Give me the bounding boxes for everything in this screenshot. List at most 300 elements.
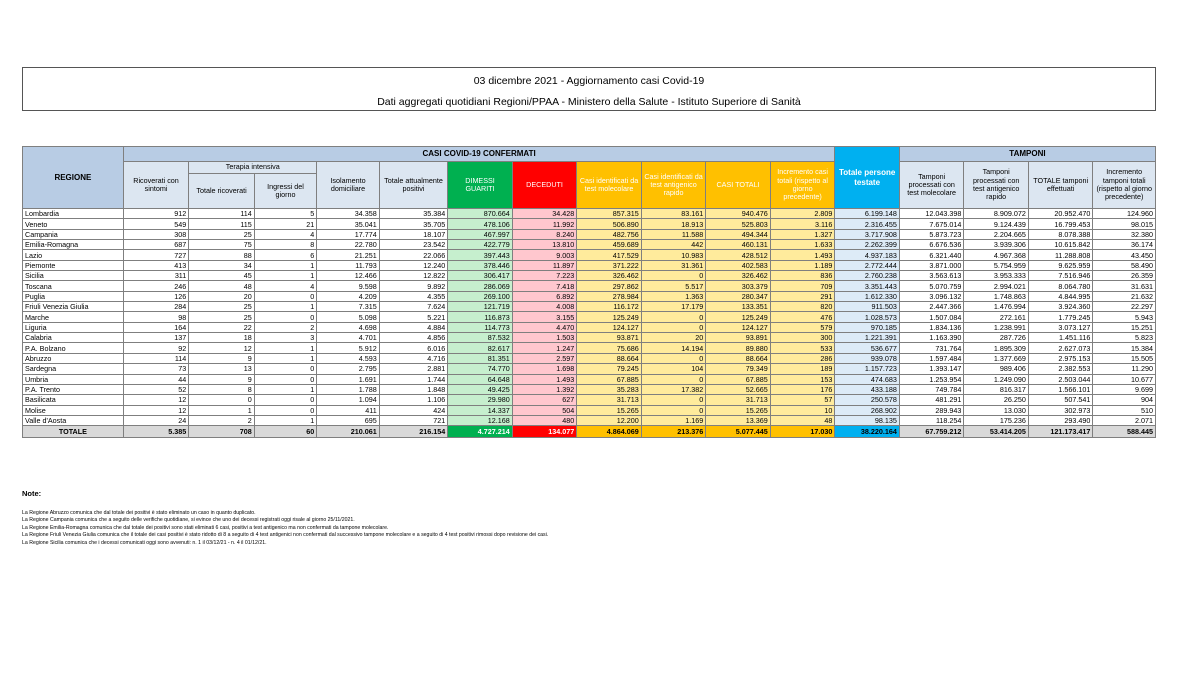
- header-group-casi: CASI COVID-19 CONFERMATI: [123, 147, 835, 162]
- header-positivi: Totale attualmente positivi: [379, 162, 448, 209]
- cell-ti-ingressi: 4: [254, 229, 316, 239]
- cell-tamp-antigenico: 287.726: [964, 333, 1029, 343]
- cell-dimessi: 14.337: [448, 405, 513, 415]
- cell-persone-testate: 3.351.443: [835, 281, 900, 291]
- cell-tamp-totale: 3.924.360: [1028, 302, 1093, 312]
- cell-tamp-antigenico: 1.238.991: [964, 322, 1029, 332]
- cell-casi-totali: 280.347: [706, 291, 771, 301]
- cell-tamp-molecolare: 118.254: [899, 415, 964, 425]
- table-row: [23, 384, 1156, 394]
- cell-tamp-molecolare: 289.943: [899, 405, 964, 415]
- cell-regione: Emilia-Romagna: [23, 240, 124, 250]
- cell-incremento-casi: 476: [770, 312, 835, 322]
- cell-persone-testate: 3.717.908: [835, 229, 900, 239]
- total-antigenico: 213.376: [641, 426, 706, 438]
- cell-ti-ingressi: 0: [254, 291, 316, 301]
- cell-persone-testate: 474.683: [835, 374, 900, 384]
- cell-ti-ingressi: 5: [254, 209, 316, 219]
- cell-ti-totale: 9: [189, 374, 255, 384]
- cell-isolamento: 2.795: [317, 364, 379, 374]
- notes-section: [22, 489, 548, 548]
- cell-tamp-incremento: 904: [1093, 395, 1156, 405]
- cell-ti-ingressi: 0: [254, 405, 316, 415]
- cell-isolamento: 12.466: [317, 271, 379, 281]
- cell-molecolare: 35.283: [577, 384, 642, 394]
- cell-antigenico: 0: [641, 271, 706, 281]
- cell-ti-ingressi: 2: [254, 322, 316, 332]
- cell-persone-testate: 2.760.238: [835, 271, 900, 281]
- cell-casi-totali: 15.265: [706, 405, 771, 415]
- header-group-tamponi: TAMPONI: [899, 147, 1155, 162]
- cell-casi-totali: 89.880: [706, 343, 771, 353]
- cell-tamp-incremento: 15.384: [1093, 343, 1156, 353]
- table-row: [23, 219, 1156, 229]
- cell-ti-ingressi: 1: [254, 302, 316, 312]
- report-title: 03 dicembre 2021 - Aggiornamento casi Covid-19: [473, 75, 705, 87]
- cell-regione: Molise: [23, 405, 124, 415]
- cell-isolamento: 1.788: [317, 384, 379, 394]
- cell-antigenico: 1.169: [641, 415, 706, 425]
- table-row: [23, 343, 1156, 353]
- cell-tamp-totale: 11.288.808: [1028, 250, 1093, 260]
- cell-deceduti: 8.240: [512, 229, 577, 239]
- cell-casi-totali: 460.131: [706, 240, 771, 250]
- cell-tamp-antigenico: 5.754.959: [964, 260, 1029, 270]
- notes-lines: [22, 510, 548, 548]
- cell-dimessi: 12.168: [448, 415, 513, 425]
- cell-ricoverati: 52: [123, 384, 189, 394]
- cell-regione: Marche: [23, 312, 124, 322]
- cell-tamp-molecolare: 1.834.136: [899, 322, 964, 332]
- cell-incremento-casi: 189: [770, 364, 835, 374]
- cell-positivi: 5.221: [379, 312, 448, 322]
- cell-positivi: 22.066: [379, 250, 448, 260]
- cell-antigenico: 31.361: [641, 260, 706, 270]
- cell-incremento-casi: 836: [770, 271, 835, 281]
- cell-ti-totale: 18: [189, 333, 255, 343]
- cell-ti-totale: 114: [189, 209, 255, 219]
- cell-isolamento: 34.358: [317, 209, 379, 219]
- cell-deceduti: 7.223: [512, 271, 577, 281]
- cell-ti-totale: 9: [189, 353, 255, 363]
- cell-positivi: 9.892: [379, 281, 448, 291]
- cell-positivi: 12.822: [379, 271, 448, 281]
- cell-ricoverati: 114: [123, 353, 189, 363]
- cell-isolamento: 22.780: [317, 240, 379, 250]
- cell-tamp-molecolare: 5.873.723: [899, 229, 964, 239]
- cell-antigenico: 104: [641, 364, 706, 374]
- cell-positivi: 424: [379, 405, 448, 415]
- cell-ti-ingressi: 4: [254, 281, 316, 291]
- header-antigenico: Casi identificati da test antigenico rapido: [641, 162, 706, 209]
- covid-data-table: [22, 146, 1156, 438]
- table-row: [23, 353, 1156, 363]
- cell-persone-testate: 98.135: [835, 415, 900, 425]
- cell-positivi: 1.848: [379, 384, 448, 394]
- cell-antigenico: 10.983: [641, 250, 706, 260]
- cell-tamp-totale: 3.073.127: [1028, 322, 1093, 332]
- cell-ricoverati: 98: [123, 312, 189, 322]
- cell-tamp-molecolare: 1.597.484: [899, 353, 964, 363]
- cell-antigenico: 0: [641, 405, 706, 415]
- cell-dimessi: 422.779: [448, 240, 513, 250]
- cell-tamp-antigenico: 1.748.863: [964, 291, 1029, 301]
- cell-antigenico: 20: [641, 333, 706, 343]
- cell-ricoverati: 12: [123, 395, 189, 405]
- cell-regione: Sicilia: [23, 271, 124, 281]
- cell-casi-totali: 133.351: [706, 302, 771, 312]
- cell-molecolare: 506.890: [577, 219, 642, 229]
- cell-deceduti: 4.008: [512, 302, 577, 312]
- cell-incremento-casi: 820: [770, 302, 835, 312]
- cell-ti-ingressi: 0: [254, 374, 316, 384]
- cell-deceduti: 504: [512, 405, 577, 415]
- cell-isolamento: 17.774: [317, 229, 379, 239]
- cell-deceduti: 3.155: [512, 312, 577, 322]
- table-row: [23, 281, 1156, 291]
- cell-tamp-totale: 2.503.044: [1028, 374, 1093, 384]
- cell-ti-totale: 1: [189, 405, 255, 415]
- cell-ti-ingressi: 1: [254, 260, 316, 270]
- cell-antigenico: 18.913: [641, 219, 706, 229]
- cell-tamp-molecolare: 749.784: [899, 384, 964, 394]
- cell-ti-ingressi: 1: [254, 343, 316, 353]
- cell-ti-totale: 48: [189, 281, 255, 291]
- cell-ti-totale: 75: [189, 240, 255, 250]
- header-tamp-incremento: Incremento tamponi totali (rispetto al giorno precedente): [1093, 162, 1156, 209]
- cell-regione: Campania: [23, 229, 124, 239]
- cell-incremento-casi: 57: [770, 395, 835, 405]
- cell-ti-totale: 20: [189, 291, 255, 301]
- cell-tamp-totale: 8.078.388: [1028, 229, 1093, 239]
- cell-ricoverati: 284: [123, 302, 189, 312]
- cell-isolamento: 411: [317, 405, 379, 415]
- cell-molecolare: 124.127: [577, 322, 642, 332]
- cell-tamp-totale: 4.844.995: [1028, 291, 1093, 301]
- cell-incremento-casi: 48: [770, 415, 835, 425]
- cell-dimessi: 49.425: [448, 384, 513, 394]
- cell-casi-totali: 88.664: [706, 353, 771, 363]
- cell-isolamento: 21.251: [317, 250, 379, 260]
- total-deceduti: 134.077: [512, 426, 577, 438]
- header-incremento-casi: Incremento casi totali (rispetto al giorno precedente): [770, 162, 835, 209]
- cell-regione: Umbria: [23, 374, 124, 384]
- cell-tamp-antigenico: 1.249.090: [964, 374, 1029, 384]
- cell-ti-totale: 2: [189, 415, 255, 425]
- cell-positivi: 6.016: [379, 343, 448, 353]
- cell-tamp-incremento: 31.631: [1093, 281, 1156, 291]
- cell-casi-totali: 79.349: [706, 364, 771, 374]
- cell-tamp-molecolare: 12.043.398: [899, 209, 964, 219]
- cell-ti-totale: 8: [189, 384, 255, 394]
- cell-ricoverati: 24: [123, 415, 189, 425]
- cell-molecolare: 482.756: [577, 229, 642, 239]
- cell-isolamento: 7.315: [317, 302, 379, 312]
- cell-molecolare: 93.871: [577, 333, 642, 343]
- cell-deceduti: 7.418: [512, 281, 577, 291]
- cell-isolamento: 35.041: [317, 219, 379, 229]
- cell-tamp-totale: 16.799.453: [1028, 219, 1093, 229]
- cell-incremento-casi: 2.809: [770, 209, 835, 219]
- cell-tamp-incremento: 98.015: [1093, 219, 1156, 229]
- cell-regione: Lombardia: [23, 209, 124, 219]
- cell-isolamento: 4.209: [317, 291, 379, 301]
- cell-tamp-antigenico: 13.030: [964, 405, 1029, 415]
- cell-tamp-molecolare: 6.676.536: [899, 240, 964, 250]
- cell-tamp-antigenico: 2.994.021: [964, 281, 1029, 291]
- cell-tamp-antigenico: 989.406: [964, 364, 1029, 374]
- cell-persone-testate: 1.221.391: [835, 333, 900, 343]
- cell-dimessi: 397.443: [448, 250, 513, 260]
- cell-regione: P.A. Bolzano: [23, 343, 124, 353]
- total-positivi: 216.154: [379, 426, 448, 438]
- cell-incremento-casi: 300: [770, 333, 835, 343]
- cell-molecolare: 88.664: [577, 353, 642, 363]
- cell-tamp-antigenico: 816.317: [964, 384, 1029, 394]
- cell-tamp-totale: 1.451.116: [1028, 333, 1093, 343]
- cell-tamp-incremento: 9.699: [1093, 384, 1156, 394]
- cell-ti-totale: 22: [189, 322, 255, 332]
- cell-ricoverati: 137: [123, 333, 189, 343]
- cell-ricoverati: 92: [123, 343, 189, 353]
- cell-casi-totali: 124.127: [706, 322, 771, 332]
- cell-ricoverati: 413: [123, 260, 189, 270]
- cell-dimessi: 64.648: [448, 374, 513, 384]
- cell-casi-totali: 402.583: [706, 260, 771, 270]
- header-persone-testate: Totale persone testate: [835, 147, 900, 209]
- cell-incremento-casi: 3.116: [770, 219, 835, 229]
- cell-ti-totale: 88: [189, 250, 255, 260]
- header-group-ti: Terapia intensiva: [189, 162, 317, 174]
- cell-tamp-molecolare: 1.507.084: [899, 312, 964, 322]
- cell-tamp-totale: 507.541: [1028, 395, 1093, 405]
- cell-antigenico: 0: [641, 312, 706, 322]
- cell-tamp-molecolare: 2.447.366: [899, 302, 964, 312]
- cell-dimessi: 378.446: [448, 260, 513, 270]
- cell-tamp-molecolare: 7.675.014: [899, 219, 964, 229]
- cell-tamp-molecolare: 3.563.613: [899, 271, 964, 281]
- cell-tamp-incremento: 15.251: [1093, 322, 1156, 332]
- cell-tamp-incremento: 510: [1093, 405, 1156, 415]
- total-incremento-casi: 17.030: [770, 426, 835, 438]
- cell-persone-testate: 970.185: [835, 322, 900, 332]
- cell-ricoverati: 44: [123, 374, 189, 384]
- cell-deceduti: 1.247: [512, 343, 577, 353]
- cell-positivi: 12.240: [379, 260, 448, 270]
- cell-tamp-incremento: 21.632: [1093, 291, 1156, 301]
- note-line: La Regione Abruzzo comunica che dal totale dei positivi è stato eliminato un caso in quanto duplicato.: [22, 509, 256, 516]
- cell-tamp-antigenico: 4.967.368: [964, 250, 1029, 260]
- cell-tamp-incremento: 32.380: [1093, 229, 1156, 239]
- cell-ti-totale: 34: [189, 260, 255, 270]
- cell-molecolare: 79.245: [577, 364, 642, 374]
- table-row: [23, 271, 1156, 281]
- cell-ti-totale: 12: [189, 343, 255, 353]
- cell-incremento-casi: 1.189: [770, 260, 835, 270]
- total-persone-testate: 38.220.164: [835, 426, 900, 438]
- total-tamp-totale: 121.173.417: [1028, 426, 1093, 438]
- cell-antigenico: 0: [641, 322, 706, 332]
- table-row: [23, 405, 1156, 415]
- cell-incremento-casi: 153: [770, 374, 835, 384]
- cell-isolamento: 5.912: [317, 343, 379, 353]
- cell-casi-totali: 494.344: [706, 229, 771, 239]
- cell-isolamento: 4.593: [317, 353, 379, 363]
- cell-molecolare: 326.462: [577, 271, 642, 281]
- cell-deceduti: 627: [512, 395, 577, 405]
- total-ti-totale: 708: [189, 426, 255, 438]
- cell-ti-totale: 115: [189, 219, 255, 229]
- cell-incremento-casi: 176: [770, 384, 835, 394]
- note-line: La Regione Emilia-Romagna comunica che dal totale dei positivi sono stati eliminati 6 casi, positivi a test antigenico ma non confermati da tampone molecolare.: [22, 524, 389, 531]
- cell-tamp-totale: 8.064.780: [1028, 281, 1093, 291]
- table-row: [23, 333, 1156, 343]
- cell-ti-totale: 45: [189, 271, 255, 281]
- cell-persone-testate: 250.578: [835, 395, 900, 405]
- cell-molecolare: 459.689: [577, 240, 642, 250]
- cell-dimessi: 306.417: [448, 271, 513, 281]
- cell-antigenico: 17.382: [641, 384, 706, 394]
- cell-dimessi: 82.617: [448, 343, 513, 353]
- cell-ricoverati: 126: [123, 291, 189, 301]
- report-subtitle: Dati aggregati quotidiani Regioni/PPAA - Ministero della Salute - Istituto Superiore di Sanità: [377, 96, 801, 108]
- cell-incremento-casi: 1.493: [770, 250, 835, 260]
- table-row: [23, 374, 1156, 384]
- cell-positivi: 4.355: [379, 291, 448, 301]
- cell-regione: Sardegna: [23, 364, 124, 374]
- table-row: [23, 395, 1156, 405]
- cell-tamp-antigenico: 175.236: [964, 415, 1029, 425]
- header-regione: REGIONE: [23, 147, 124, 209]
- header-deceduti: DECEDUTI: [512, 162, 577, 209]
- cell-positivi: 2.881: [379, 364, 448, 374]
- cell-ricoverati: 912: [123, 209, 189, 219]
- cell-incremento-casi: 291: [770, 291, 835, 301]
- cell-positivi: 4.716: [379, 353, 448, 363]
- cell-regione: Toscana: [23, 281, 124, 291]
- cell-tamp-incremento: 26.359: [1093, 271, 1156, 281]
- cell-regione: Veneto: [23, 219, 124, 229]
- cell-incremento-casi: 1.327: [770, 229, 835, 239]
- cell-positivi: 35.384: [379, 209, 448, 219]
- cell-incremento-casi: 10: [770, 405, 835, 415]
- cell-casi-totali: 940.476: [706, 209, 771, 219]
- cell-positivi: 1.106: [379, 395, 448, 405]
- cell-ti-ingressi: 8: [254, 240, 316, 250]
- cell-regione: Abruzzo: [23, 353, 124, 363]
- cell-positivi: 4.884: [379, 322, 448, 332]
- cell-molecolare: 31.713: [577, 395, 642, 405]
- cell-tamp-totale: 1.566.101: [1028, 384, 1093, 394]
- cell-tamp-antigenico: 272.161: [964, 312, 1029, 322]
- cell-ti-ingressi: 6: [254, 250, 316, 260]
- cell-molecolare: 125.249: [577, 312, 642, 322]
- cell-casi-totali: 428.512: [706, 250, 771, 260]
- cell-tamp-antigenico: 3.953.333: [964, 271, 1029, 281]
- total-regione: TOTALE: [23, 426, 124, 438]
- cell-deceduti: 480: [512, 415, 577, 425]
- cell-persone-testate: 1.612.330: [835, 291, 900, 301]
- header-isolamento: Isolamento domiciliare: [317, 162, 379, 209]
- cell-molecolare: 75.686: [577, 343, 642, 353]
- cell-ricoverati: 549: [123, 219, 189, 229]
- cell-deceduti: 13.810: [512, 240, 577, 250]
- cell-regione: Friuli Venezia Giulia: [23, 302, 124, 312]
- cell-tamp-antigenico: 26.250: [964, 395, 1029, 405]
- cell-persone-testate: 1.157.723: [835, 364, 900, 374]
- cell-tamp-molecolare: 481.291: [899, 395, 964, 405]
- cell-antigenico: 1.363: [641, 291, 706, 301]
- cell-positivi: 7.624: [379, 302, 448, 312]
- cell-tamp-totale: 2.627.073: [1028, 343, 1093, 353]
- header-ti-totale: Totale ricoverati: [189, 174, 255, 209]
- cell-tamp-molecolare: 1.163.390: [899, 333, 964, 343]
- cell-molecolare: 278.984: [577, 291, 642, 301]
- cell-tamp-antigenico: 3.939.306: [964, 240, 1029, 250]
- cell-tamp-incremento: 5.823: [1093, 333, 1156, 343]
- cell-tamp-totale: 302.973: [1028, 405, 1093, 415]
- header-casi-totali: CASI TOTALI: [706, 162, 771, 209]
- totals-row: [23, 426, 1156, 438]
- header-ti-ingressi: Ingressi del giorno: [254, 174, 316, 209]
- cell-isolamento: 1.691: [317, 374, 379, 384]
- cell-regione: Liguria: [23, 322, 124, 332]
- cell-deceduti: 1.698: [512, 364, 577, 374]
- header-ricoverati: Ricoverati con sintomi: [123, 162, 189, 209]
- cell-persone-testate: 911.503: [835, 302, 900, 312]
- cell-tamp-antigenico: 2.204.665: [964, 229, 1029, 239]
- cell-persone-testate: 433.188: [835, 384, 900, 394]
- cell-tamp-molecolare: 6.321.440: [899, 250, 964, 260]
- header-tamp-antigenico: Tamponi processati con test antigenico rapido: [964, 162, 1029, 209]
- cell-ricoverati: 311: [123, 271, 189, 281]
- cell-ricoverati: 73: [123, 364, 189, 374]
- cell-dimessi: 29.980: [448, 395, 513, 405]
- cell-antigenico: 0: [641, 395, 706, 405]
- note-line: La Regione Campania comunica che a seguito delle verifiche quotidiane, si evince che uno dei decessi registrati oggi risale al giorno 25/11/2021.: [22, 517, 355, 524]
- table-row: [23, 415, 1156, 425]
- total-tamp-incremento: 588.445: [1093, 426, 1156, 438]
- total-tamp-molecolare: 67.759.212: [899, 426, 964, 438]
- cell-positivi: 23.542: [379, 240, 448, 250]
- cell-persone-testate: 6.199.148: [835, 209, 900, 219]
- cell-positivi: 18.107: [379, 229, 448, 239]
- cell-deceduti: 11.897: [512, 260, 577, 270]
- cell-ti-ingressi: 21: [254, 219, 316, 229]
- cell-dimessi: 478.106: [448, 219, 513, 229]
- cell-regione: P.A. Trento: [23, 384, 124, 394]
- cell-persone-testate: 939.078: [835, 353, 900, 363]
- cell-isolamento: 4.701: [317, 333, 379, 343]
- cell-ti-ingressi: 0: [254, 395, 316, 405]
- cell-ricoverati: 727: [123, 250, 189, 260]
- cell-casi-totali: 13.369: [706, 415, 771, 425]
- cell-tamp-incremento: 22.297: [1093, 302, 1156, 312]
- cell-incremento-casi: 709: [770, 281, 835, 291]
- cell-positivi: 35.705: [379, 219, 448, 229]
- header-tamp-totale: TOTALE tamponi effettuati: [1028, 162, 1093, 209]
- cell-casi-totali: 67.885: [706, 374, 771, 384]
- total-casi-totali: 5.077.445: [706, 426, 771, 438]
- cell-ti-totale: 25: [189, 229, 255, 239]
- cell-tamp-antigenico: 1.895.309: [964, 343, 1029, 353]
- cell-molecolare: 417.529: [577, 250, 642, 260]
- cell-casi-totali: 125.249: [706, 312, 771, 322]
- total-tamp-antigenico: 53.414.205: [964, 426, 1029, 438]
- cell-ti-ingressi: 1: [254, 271, 316, 281]
- cell-isolamento: 695: [317, 415, 379, 425]
- cell-isolamento: 9.598: [317, 281, 379, 291]
